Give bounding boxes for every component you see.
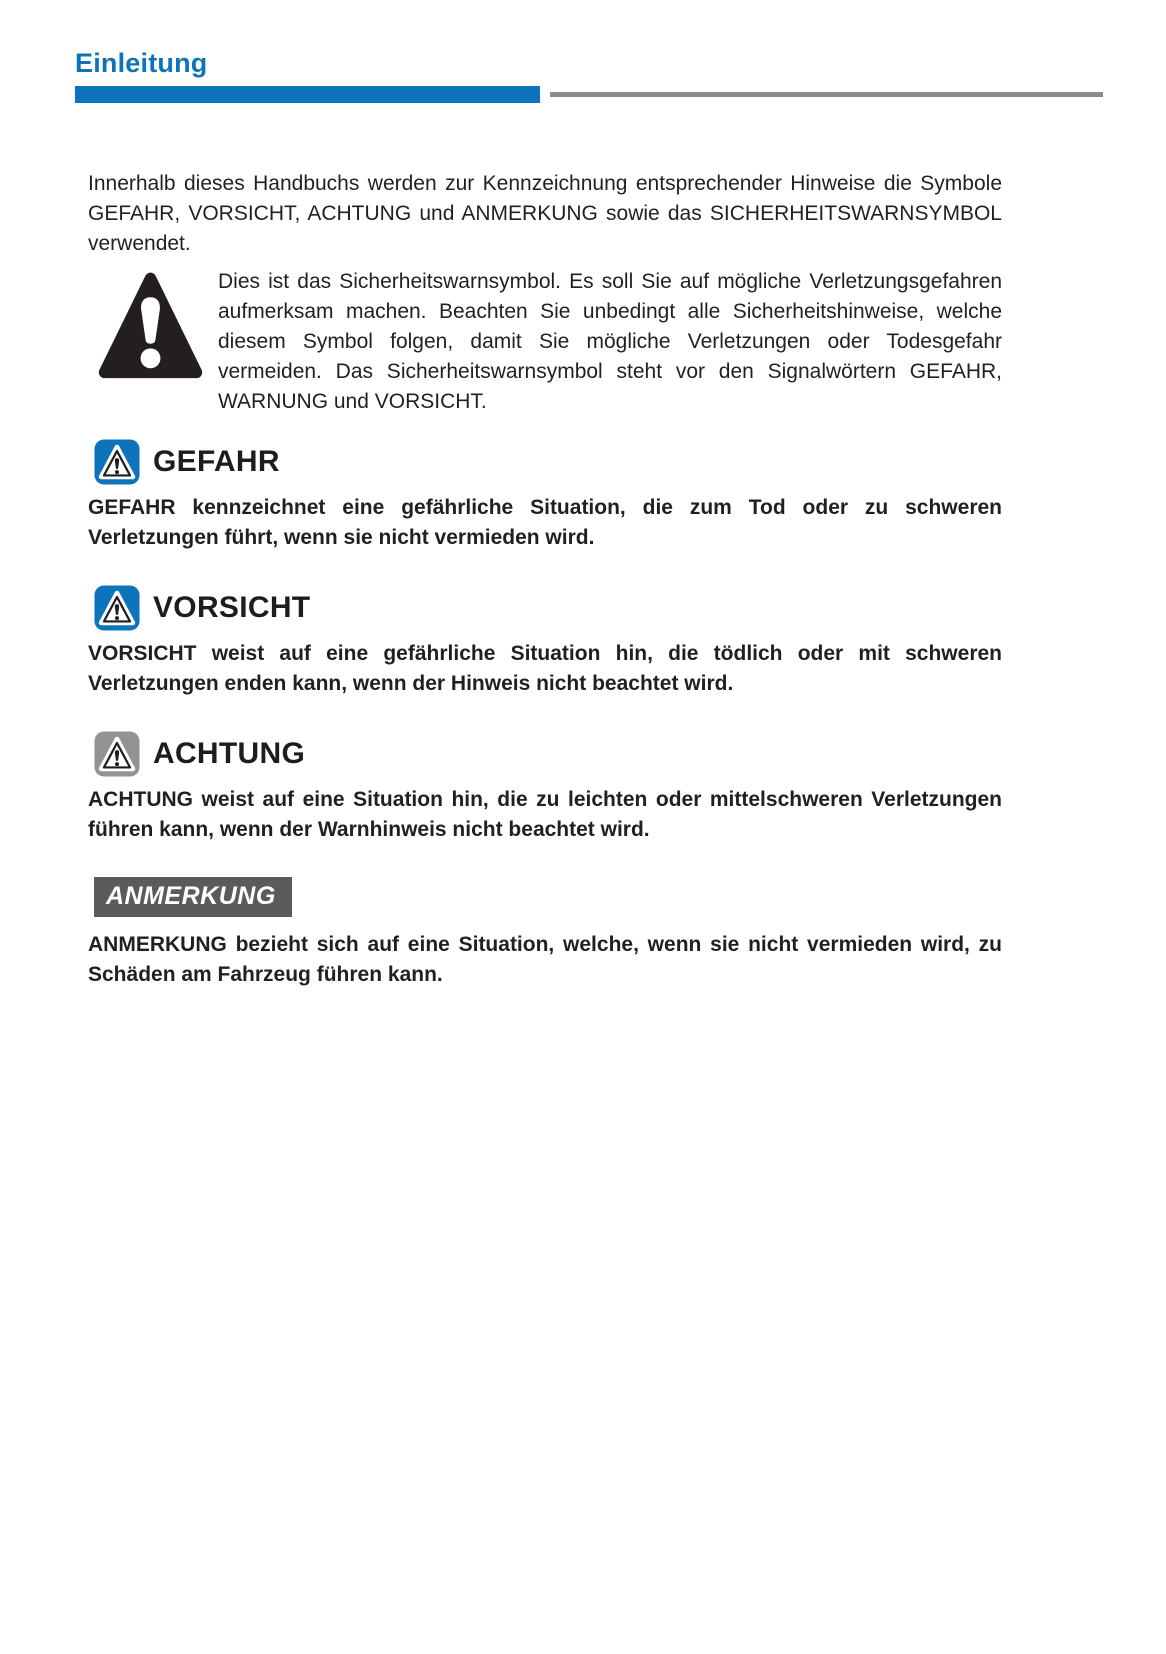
section-vorsicht-label: VORSICHT	[153, 591, 311, 624]
section-gefahr-label: GEFAHR	[153, 445, 280, 478]
section-anmerkung-body: ANMERKUNG bezieht sich auf eine Situation, welche, wenn sie nicht vermieden wird, zu Schäden am Fahrzeug führen kann.	[88, 933, 1002, 986]
header-rule-blue-bar	[75, 86, 540, 103]
safety-symbol-paragraph: Dies ist das Sicherheitswarnsymbol. Es soll Sie auf mögliche Verletzungsgefahren aufmerksam machen. Beachten Sie unbedingt alle Sicherheitshinweise, welche diesem Symbol folgen, damit Sie mögliche Verletzungen oder Todesgefahr vermeiden. Das Sicherheitswarnsymbol steht vor den Signalwörtern GEFAHR, WARNUNG und VORSICHT.	[218, 270, 1002, 413]
section-vorsicht-body: VORSICHT weist auf eine gefährliche Situation hin, die tödlich oder mit schweren Verletzungen enden kann, wenn der Hinweis nicht beachtet wird.	[88, 642, 1002, 695]
intro-paragraph: Innerhalb dieses Handbuchs werden zur Kennzeichnung entsprechender Hinweise die Symbole GEFAHR, VORSICHT, ACHTUNG und ANMERKUNG sowie das SICHERHEITSWARNSYMBOL verwendet.	[88, 172, 1002, 255]
section-achtung-label: ACHTUNG	[153, 737, 306, 770]
section-achtung-heading	[94, 731, 1002, 777]
page-body	[88, 169, 1002, 990]
section-anmerkung	[88, 877, 1002, 990]
section-vorsicht-heading	[94, 585, 1002, 631]
page-title: Einleitung	[75, 48, 208, 78]
header-rule-gray-line	[550, 92, 1103, 97]
section-gefahr-heading	[94, 439, 1002, 485]
section-gefahr	[88, 439, 1002, 553]
section-vorsicht	[88, 585, 1002, 699]
warning-triangle-icon	[94, 585, 140, 631]
section-gefahr-body: GEFAHR kennzeichnet eine gefährliche Situation, die zum Tod oder zu schweren Verletzungen führt, wenn sie nicht vermieden wird.	[88, 496, 1002, 549]
section-achtung-body: ACHTUNG weist auf eine Situation hin, die zu leichten oder mittelschweren Verletzungen führen kann, wenn der Warnhinweis nicht beachtet wird.	[88, 788, 1002, 841]
section-achtung	[88, 731, 1002, 845]
header-rule	[75, 86, 1103, 103]
section-anmerkung-label-box: ANMERKUNG	[94, 877, 292, 917]
safety-alert-triangle-icon	[88, 267, 218, 417]
warning-triangle-icon	[94, 439, 140, 485]
page-header	[0, 0, 1166, 103]
safety-symbol-block	[88, 267, 1002, 417]
warning-triangle-icon	[94, 731, 140, 777]
